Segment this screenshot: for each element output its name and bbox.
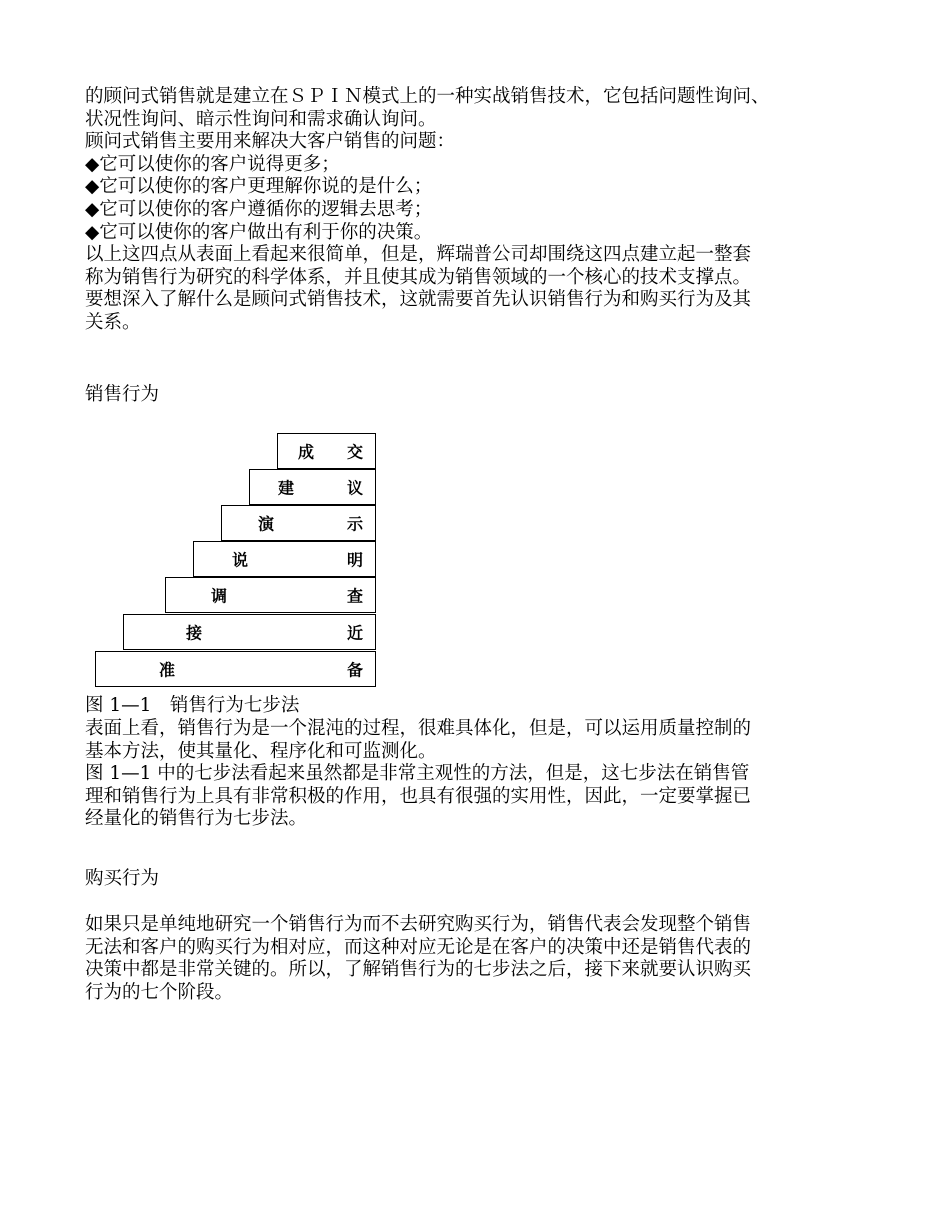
step-label-left: 调	[211, 586, 228, 606]
step-demonstration	[221, 505, 376, 541]
step-label-right: 备	[346, 660, 363, 680]
section-heading-buying: 购买行为	[85, 868, 160, 889]
text-line: 理和销售行为上具有非常积极的作用，也具有很强的实用性，因此，一定要掌握已	[85, 785, 752, 807]
step-proposal	[249, 469, 376, 505]
step-label-left: 说	[232, 550, 249, 570]
text-line: 状况性询问、暗示性询问和需求确认询问。	[85, 108, 437, 130]
step-label-right: 查	[346, 586, 363, 606]
after-figure-paragraph	[85, 718, 885, 831]
step-label-left: 成	[298, 442, 315, 462]
step-explanation	[193, 541, 376, 577]
text-line: 基本方法，使其量化、程序化和可监测化。	[85, 740, 437, 762]
step-investigation	[165, 577, 376, 613]
step-label-right: 交	[346, 442, 363, 462]
text-line: 顾问式销售主要用来解决大客户销售的问题：	[85, 131, 456, 153]
intro-paragraph	[85, 86, 885, 335]
bullet-line: ◆它可以使你的客户更理解你说的是什么；	[85, 176, 433, 198]
step-label-left: 准	[159, 660, 176, 680]
text-line: 行为的七个阶段。	[85, 981, 234, 1003]
step-preparation	[95, 651, 376, 687]
step-label-right: 议	[346, 478, 363, 498]
step-label-right: 示	[346, 514, 363, 534]
text-line: 经量化的销售行为七步法。	[85, 808, 308, 830]
buying-paragraph	[85, 914, 885, 1004]
text-line: 如果只是单纯地研究一个销售行为而不去研究购买行为，销售代表会发现整个销售	[85, 914, 752, 935]
step-label-right: 明	[346, 550, 363, 570]
step-label-right: 近	[346, 623, 363, 643]
text-line: 表面上看，销售行为是一个混沌的过程，很难具体化，但是，可以运用质量控制的	[85, 718, 752, 739]
text-line: 图 1—1 中的七步法看起来虽然都是非常主观性的方法，但是，这七步法在销售管	[85, 763, 750, 785]
bullet-line: ◆它可以使你的客户做出有利于你的决策。	[85, 221, 433, 243]
step-label-left: 演	[258, 514, 275, 534]
bullet-line: ◆它可以使你的客户遵循你的逻辑去思考；	[85, 198, 433, 220]
text-line: 要想深入了解什么是顾问式销售技术，这就需要首先认识销售行为和购买行为及其	[85, 289, 752, 311]
step-label-left: 接	[186, 623, 203, 643]
figure-caption: 图 1—1 销售行为七步法	[85, 695, 300, 716]
section-heading-sales: 销售行为	[85, 384, 160, 405]
text-line: 的顾问式销售就是建立在ＳＰＩＮ模式上的一种实战销售技术，它包括问题性询问、	[85, 86, 770, 107]
text-line: 关系。	[85, 311, 141, 333]
text-line: 称为销售行为研究的科学体系，并且使其成为销售领域的一个核心的技术支撑点。	[85, 266, 752, 288]
step-approach	[123, 614, 376, 650]
text-line: 以上这四点从表面上看起来很简单，但是，辉瑞普公司却围绕这四点建立起一整套	[85, 244, 752, 266]
step-label-left: 建	[278, 478, 295, 498]
text-line: 无法和客户的购买行为相对应，而这种对应无论是在客户的决策中还是销售代表的	[85, 936, 752, 958]
step-close	[277, 433, 376, 469]
bullet-line: ◆它可以使你的客户说得更多；	[85, 153, 340, 175]
text-line: 决策中都是非常关键的。所以，了解销售行为的七步法之后，接下来就要认识购买	[85, 959, 752, 981]
